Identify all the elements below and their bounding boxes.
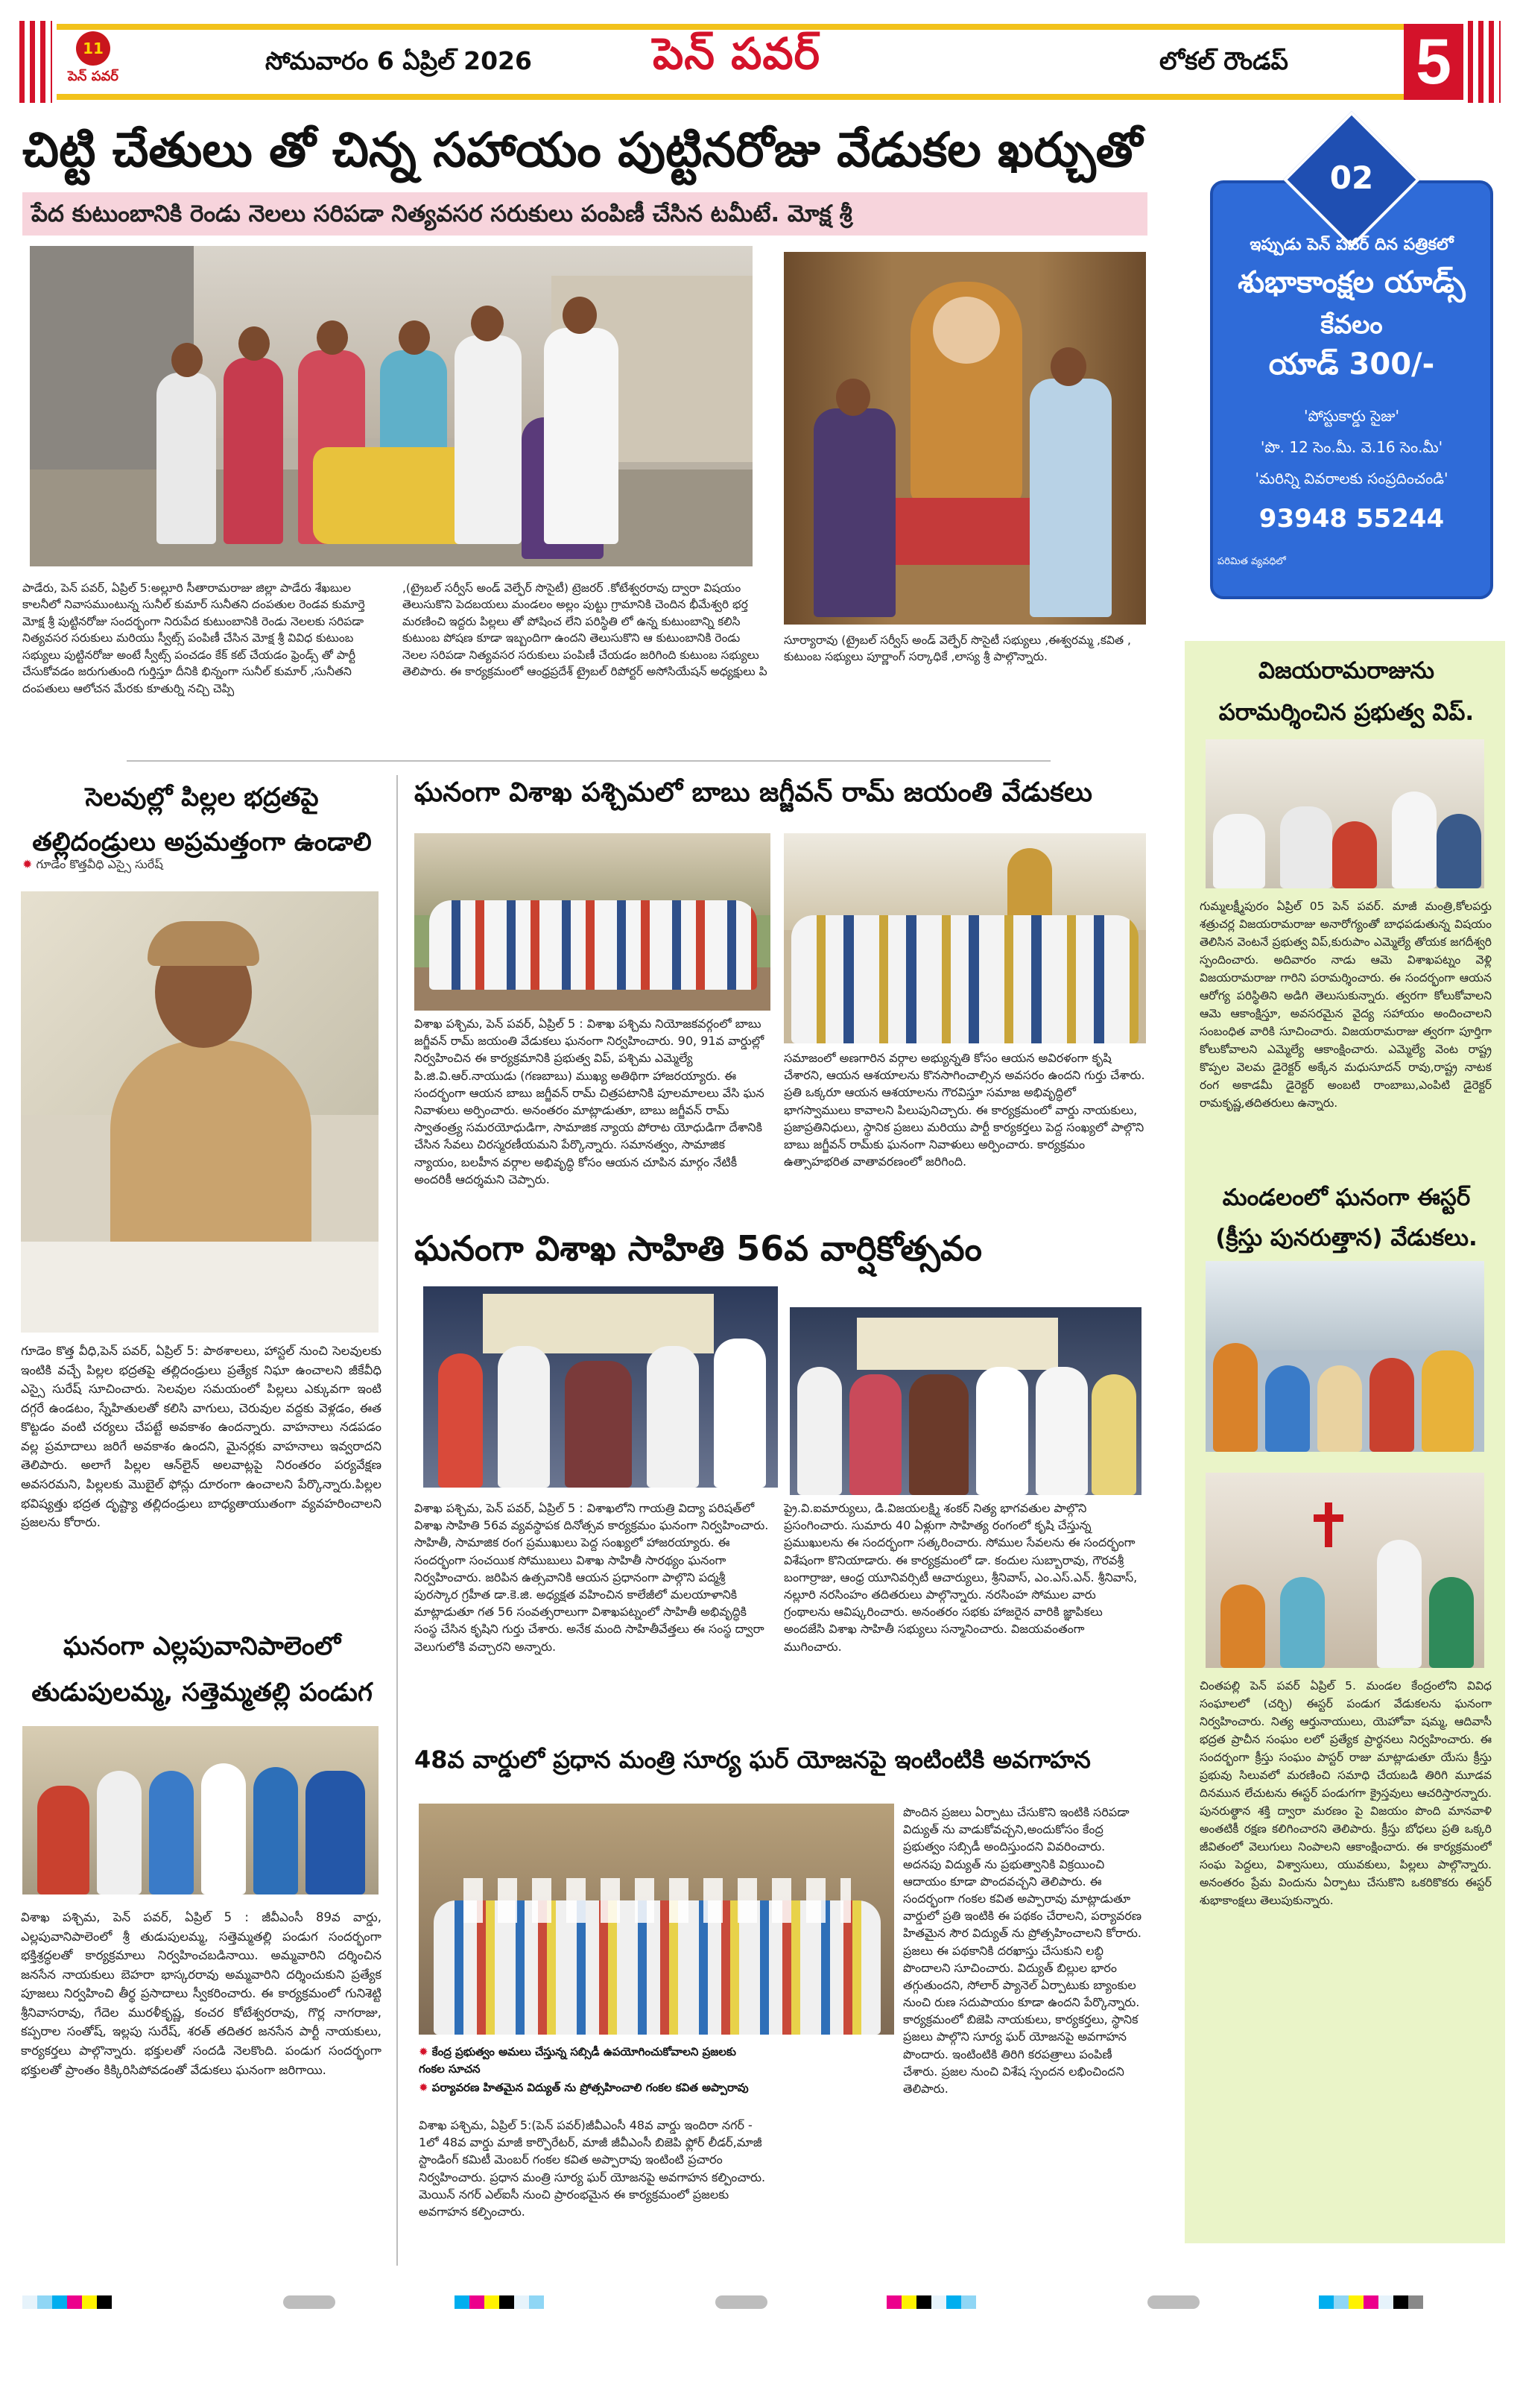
sahithi-photo-2 [790, 1307, 1141, 1495]
jagjivan-photo-1 [414, 833, 770, 1011]
ad-phone: 93948 55244 [1258, 504, 1445, 534]
police-headline: సెలవుల్లో పిల్లల భద్రతపై తల్లిదండ్రులు అప్రమత్తంగా ఉండాలి [32, 783, 372, 857]
registration-pill [1147, 2295, 1200, 2309]
paper-logo [64, 28, 122, 86]
lead-body-col2: ,(ట్రైబల్ సర్వీస్ అండ్ వెల్ఫేర్ సొసైటీ) ట్రెజరర్ .కోటేశ్వరరావు ద్వారా విషయం తెలుసుకొని పెదబయలు మండలం అల్లం పుట్టు గ్రామానికి చెందిన భీమేశ్వరి భర్త మరణించి ఇద్దరు పిల్లలు తో పోషించ లేని పరిస్థితి లో ఉన్న కుటుంబాన్ని కలిసి కుటుంబ పోషణ కూడా ఇబ్బందిగా ఉందని తెలుసుకొని ఆ కుటుంబానికి రెండు నెలల సరిపడా నిత్యవసర సరుకులు పంపిణీ చేయడం జరిగింది కుటుంబ సభ్యులు తెలిపారు. ఈ కార్యక్రమంలో ఆంధ్రప్రదేశ్ ట్రైబల్ రిపోర్టర్ అసోసియేషన్ అధ్యక్షులు పి [402, 581, 767, 679]
easter-headline: మండలంలో ఘనంగా ఈస్టర్ (క్రీస్తు పునరుత్తాన) వేడుకలు. [1215, 1184, 1478, 1251]
ad-line-7: 'మరిన్ని వివరాలకు సంప్రదించండి' [1255, 470, 1448, 487]
bullet-icon: ✹ [419, 2081, 432, 2094]
masthead-left-stripes [19, 21, 52, 103]
yellapu-headline: ఘనంగా ఎల్లపువానిపాలెంలో తుడుపులమ్మ, సత్తెమ్మతల్లి పండుగ [31, 1631, 373, 1707]
easter-photo-1 [1206, 1261, 1484, 1452]
color-registration-bar [455, 2295, 544, 2309]
registration-pill [283, 2295, 335, 2309]
divider [127, 760, 1051, 762]
lead-photo-temple [784, 252, 1146, 625]
ad-line-6: 'పొ. 12 సెం.మీ. వె.16 సెం.మీ' [1260, 438, 1443, 456]
page-number: 5 [1404, 24, 1463, 100]
police-body: గూడెం కొత్త వీధి,పెన్ పవర్, ఏప్రిల్ 5: పాఠశాలలు, హాస్టల్ నుంచి సెలవులకు ఇంటికి వచ్చే పిల్లల భద్రతపై తల్లిదండ్రులు ప్రత్యేక నిఘా ఉంచాలని జీకేవీధి ఎస్సై సురేష్ సూచించారు. సెలవుల సమయంలో పిల్లలు ఎక్కువగా ఇంటి దగ్గరే ఉండటం, స్నేహితులతో కలిసి వాగులు, చెరువుల వద్దకు వెళ్లడం, ఈత కొట్టడం వంటి చర్యలు చేపట్టే అవకాశం ఉందన్నారు. వాహనాలు నడపడం వల్ల ప్రమాదాలు జరిగే అవకాశం ఉందని, మైనర్లకు వాహనాలు ఇవ్వరాదని తెలిపారు. అలాగే పిల్లల ఆన్‌లైన్ అలవాట్లపై నిరంతరం పర్యవేక్షణ అవసరమని, పిల్లలకు మొబైల్ ఫోన్లు దూరంగా ఉంచాలని పేర్కొన్నారు.పిల్లల భవిష్యత్తు భద్రత దృష్ట్యా తల్లిదండ్రులు బాధ్యతాయుతంగా వ్యవహరించాలని ప్రజలను కోరారు. [21, 1344, 381, 1530]
lead-headline: చిట్టి చేతులు తో చిన్న సహాయం పుట్టినరోజు వేడుకల ఖర్చుతో [22, 123, 1143, 178]
column-divider [396, 775, 398, 2266]
registration-pill [715, 2295, 767, 2309]
ad-line-3: కేవలం [1320, 310, 1383, 340]
masthead [19, 21, 1501, 103]
color-registration-bar [887, 2295, 976, 2309]
suryaghar-body-col1: విశాఖ పశ్చిమ, ఏప్రిల్ 5:(పెన్ పవర్)జీవీఎంసీ 48వ వార్డు ఇందిరా నగర్ - 1లో 48వ వార్డు మాజీ కార్పొరేటర్, మాజీ జీవీఎంసీ బిజెపి ఫ్లోర్ లీడర్,మాజీ స్టాండింగ్ కమిటీ మెంబర్ గంకల కవిత అప్పారావు ఇంటింటి ప్రచారం నిర్వహించారు. ప్రధాన మంత్రి సూర్య ఘర్ యోజనపై అవగాహన కల్పించారు. మెయిన్ నగర్ ఎల్‌ఐసీ నుంచి ప్రారంభమైన ఈ కార్యక్రమంలో ప్రజలకు అవగాహన కల్పించారు. [419, 2118, 766, 2219]
greetings-ad [1210, 131, 1493, 599]
sahithi-photo-1 [423, 1286, 778, 1488]
paper-name: పెన్ పవర్ [653, 28, 821, 79]
jagjivan-photo-2 [784, 833, 1146, 1043]
color-registration-bar [22, 2295, 112, 2309]
ad-number: 02 [1329, 159, 1374, 196]
yellapu-body: విశాఖ పశ్చిమ, పెన్ పవర్, ఏప్రిల్ 5 : జీవీఎంసీ 89వ వార్డు, ఎల్లపువానిపాలెంలో శ్రీ తుడుపులమ్మ, సత్తెమ్మతల్లి పండుగ సందర్భంగా భక్తిశ్రద్ధలతో కార్యక్రమాలు నిర్వహించబడినాయి. అమ్మవారిని దర్శించిన జనసేన నాయకులు బెహరా భాస్కరరావు అమ్మవారిని దర్శించుకుని ప్రత్యేక పూజలు నిర్వహించి తీర్థ ప్రసాదాలు స్వీకరించారు. ఈ కార్యక్రమంలో గునిశెట్టి శ్రీనివాసరావు, గేదెల మురళీకృష్ణ, కంచర కోటేశ్వరరావు, గొర్ల నాగరాజు, కప్పరాల సంతోష్, ఇల్లపు సురేష్, శరత్ తదితర జనసేన పార్టీ నాయకులు, కార్యకర్తలు పాల్గొన్నారు. భక్తులతో సందడి నెలకొంది. పండుగ సందర్భంగా భక్తులతో ప్రాంతం కిక్కిరిసిపోవడంతో వేడుకలు ఘనంగా జరిగాయి. [21, 1910, 381, 2077]
section-name: లోకల్ రౌండప్ [1159, 46, 1288, 75]
vijayarama-headline: విజయరామరాజును పరామర్శించిన ప్రభుత్వ విప్. [1218, 657, 1475, 726]
easter-photo-2 [1206, 1473, 1484, 1668]
vijayarama-body: గుమ్మలక్ష్మీపురం ఏప్రిల్ 05 పెన్ పవర్. మాజీ మంత్రి,కోలపర్తు శత్రుచర్ల విజయరామరాజు అనారోగ్యంతో బాధపడుతున్న విషయం తెలిసిన వెంటనే ప్రభుత్వ విప్,కురుపాం ఎమ్మెల్యే తోయక జగదీశ్వరి స్పందించారు. అదివారం నాడు ఆమె విశాఖపట్నం వెళ్లి విజయరామరాజు గారిని పరామర్శించారు. ఈ సందర్భంగా ఆయన ఆరోగ్య పరిస్థితిని అడిగి తెలుసుకున్నారు. త్వరగా కోలుకోవాలని ఆమె ఆకాంక్షిస్తూ, అవసరమైన వైద్య సహాయం అందించాలని సంబంధిత వారికి సూచించారు. విజయరామరాజు త్వరగా పూర్తిగా కోలుకోవాలని ఎమ్మెల్యే ఆకాంక్షించారు. ఎమ్మెల్యే వెంట రాష్ట్ర కొప్పల వెలమ డైరెక్టర్ అక్కేన మధుసూదన్ రావు,రాష్ట్ర నాటక రంగ అకాడమీ డైరెక్టర్ అంబటి రాంబాబు,ఎంపిటి డైరెక్టర్ రామకృష్ణ,తదితరులు ఉన్నారు. [1200, 900, 1492, 1110]
easter-body: చింతపల్లి పెన్ పవర్ ఏప్రిల్ 5. మండల కేంద్రంలోని వివిధ సంఘాలలో (చర్చి) ఈస్టర్ పండుగ వేడుకలను ఘనంగా నిర్వహించారు. నిత్య ఆర్తునాయులు, యెహోవా షమ్మ, ఆదివాసీ భద్రత ప్రాచీన సంఘం లలో ప్రత్యేక ప్రార్థనలు నిర్వహించారు. ఈ సందర్భంగా క్రీస్తు సంఘం పాస్టర్ రాజు మాట్లాడుతూ యేసు క్రీస్తు ప్రభువు సిలువలో మరణించి సమాధి చేయబడి తిరిగి మూడవ దినమున లేచుటను ఈస్టర్ పండుగగా క్రైస్తవులు ఆచరిస్తారన్నారు. పునరుత్థాన శక్తి ద్వారా మరణం పై విజయం పొంది మానవాళి అంతటికీ రక్షణ కలిగించారని తెలిపారు. క్రీస్తు బోధలు ప్రతి ఒక్కరి జీవితంలో వెలుగులు నింపాలని ఆకాంక్షించారు. ఈ కార్యక్రమంలో సంఘ పెద్దలు, విశ్వాసులు, యువకులు, పిల్లలు పాల్గొన్నారు. అనంతరం ప్రేమ విందును ఏర్పాటు చేసుకొని ఒకరికొకరు ఈస్టర్ శుభాకాంక్షలు తెలుపుకున్నారు. [1200, 1679, 1492, 1908]
jagjivan-body-col2: సమాజంలో అణగారిన వర్గాల అభ్యున్నతి కోసం ఆయన అవిరళంగా కృషి చేశారని, ఆయన ఆశయాలను కొనసాగించాల్సిన అవసరం ఉందని గుర్తు చేశారు. ప్రతి ఒక్కరూ ఆయన ఆశయాలను గౌరవిస్తూ సమాజ అభివృద్ధిలో భాగస్వాములు కావాలని పిలుపునిచ్చారు. ఈ కార్యక్రమంలో వార్డు నాయకులు, ప్రజాప్రతినిధులు, స్థానిక ప్రజలు మరియు పార్టీ కార్యకర్తలు పెద్ద సంఖ్యలో పాల్గొని బాబు జగ్జీవన్ రామ్‌కు ఘనంగా నివాళులు అర్పించారు. కార్యక్రమం ఉత్సాహభరిత వాతావరణంలో జరిగింది. [784, 1051, 1145, 1169]
jagjivan-headline: ఘనంగా విశాఖ పశ్చిమలో బాబు జగ్జీవన్ రామ్ జయంతి వేడుకలు [414, 777, 1092, 808]
masthead-right-stripes [1468, 21, 1501, 103]
police-byline-text: గూడెం కొత్తవీధి ఎస్సై సురేష్ [36, 857, 163, 871]
sahithi-body-col1: విశాఖ పశ్చిమ, పెన్ పవర్, ఏప్రిల్ 5 : విశాఖలోని గాయత్రి విద్యా పరిషత్‌లో విశాఖ సాహితి 56వ వ్యవస్థాపక దినోత్సవ కార్యక్రమం ఘనంగా నిర్వహించారు. సాహితీ, సామాజిక రంగ ప్రముఖులు పెద్ద సంఖ్యలో హాజరయ్యారు. ఈ సందర్భంగా సంచయిక సోముబులు విశాఖ సాహితీ సారథ్యం ఘనంగా నిర్వహించారు. జరిపిన ఉత్సవానికి ఆయన ప్రధానంగా పాల్గొని పద్మశ్రీ పురస్కార గ్రహీత డా.కె.జి. అధ్యక్షత వహించిన కాలేజీలో మలయాళానికి మాట్లాడుతూ గత 56 సంవత్సరాలుగా విశాఖపట్నంలో సాహితీ అభివృద్ధికి సంస్థ చేసిన కృషిని గుర్తు చేశారు. అనేక మంది సాహితీవేత్తలు ఈ సంస్థ ద్వారా వెలుగులోకి వచ్చారని అన్నారు. [414, 1501, 769, 1654]
sahithi-headline: ఘనంగా విశాఖ సాహితి 56వ వార్షికోత్సవం [414, 1228, 982, 1268]
sahithi-body-col2: ప్రై.వి.ఐమార్యులు, డి.విజయలక్ష్మి శంకర్ నిత్య భాగవతుల పాల్గొని ప్రసంగించారు. సుమారు 40 ఏళ్లుగా సాహిత్య రంగంలో కృషి చేస్తున్న ప్రముఖులను ఈ సందర్భంగా సత్కరించారు. సోముల సేవలను ఈ సందర్భంగా విశేషంగా కొనియాడారు. ఈ కార్యక్రమంలో డా. కందుల సుబ్బారావు, గౌరవశ్రీ బంగార్రాజు, ఆంధ్ర యూనివర్సిటీ ఆచార్యులు, శ్రీనివాస్, ఎం.ఎస్.ఎన్. శ్రీనివాస్, నల్లూరి నరసింహం తదితరులు పాల్గొన్నారు. నరసింహ సోముల వారు గ్రంథాలను ఆవిష్కరించారు. అనంతరం సభకు హాజరైన వారికి జ్ఞాపికలు అందజేసి విశాఖ సాహితీ సభ్యులు సన్మానించారు. విజయవంతంగా ముగించారు. [784, 1501, 1138, 1654]
suryaghar-photo [419, 1804, 894, 2035]
suryaghar-body-col2: పొందిన ప్రజలు ఏర్పాటు చేసుకొని ఇంటికి సరిపడా విద్యుత్ ను వాడుకోవచ్చని,అందుకోసం కేంద్ర ప్రభుత్వం సబ్సిడీ అందిస్తుందని వివరించారు. అదనపు విద్యుత్ ను ప్రభుత్వానికి విక్రయించి ఆదాయం కూడా పొందవచ్చని తెలిపారు. ఈ సందర్భంగా గంకల కవిత అప్పారావు మాట్లాడుతూ వార్డులో ప్రతి ఇంటికి ఈ పథకం చేరాలని, పర్యావరణ హితమైన సౌర విద్యుత్ ను ప్రోత్సహించాలని కోరారు. ప్రజలు ఈ పథకానికి దరఖాస్తు చేసుకుని లబ్ధి పొందాలని సూచించారు. విద్యుత్ బిల్లుల భారం తగ్గుతుందని, సోలార్ ప్యానెల్ ఏర్పాటుకు బ్యాంకుల నుంచి రుణ సదుపాయం కూడా ఉందని పేర్కొన్నారు. కార్యక్రమంలో బిజెపి నాయకులు, కార్యకర్తలు, స్థానిక ప్రజలు పాల్గొని సూర్య ఘర్ యోజనపై అవగాహన పొందారు. ఇంటింటికి తిరిగి కరపత్రాలు పంపిణీ చేశారు. ప్రజల నుంచి విశేష స్పందన లభించిందని తెలిపారు. [903, 1805, 1142, 2096]
ad-line-5: 'పోస్టుకార్డు సైజు' [1304, 407, 1399, 425]
police-byline [22, 857, 387, 874]
vijayarama-photo [1206, 739, 1484, 888]
color-registration-bar [1319, 2295, 1423, 2309]
suryaghar-headline: 48వ వార్డులో ప్రధాన మంత్రి సూర్య ఘర్ యోజనపై ఇంటింటికి అవగాహన [414, 1745, 1091, 1774]
police-photo [21, 891, 379, 1333]
ad-line-2: శుభాకాంక్షల యాడ్స్ [1238, 265, 1466, 300]
lead-photo-family [30, 246, 753, 566]
bullet-icon: ✹ [419, 2045, 432, 2058]
jagjivan-body-col1: విశాఖ పశ్చిమ, పెన్ పవర్, ఏప్రిల్ 5 : విశాఖ పశ్చిమ నియోజకవర్గంలో బాబు జగ్జీవన్ రామ్ జయంతి వేడుకలు ఘనంగా నిర్వహించారు. 90, 91వ వార్డుల్లో నిర్వహించిన ఈ కార్యక్రమానికి ప్రభుత్వ విప్, పశ్చిమ ఎమ్మెల్యే పి.జి.వి.ఆర్.నాయుడు (గణబాబు) ముఖ్య అతిథిగా హాజరయ్యారు. ఈ సందర్భంగా ఆయన బాబు జగ్జీవన్ రామ్ చిత్రపటానికి పూలమాలలు వేసి ఘన నివాళులు అర్పించారు. అనంతరం మాట్లాడుతూ, బాబు జగ్జీవన్ రామ్ స్వాతంత్ర్య సమరయోధుడిగా, సామాజిక న్యాయ పోరాట యోధుడిగా దేశానికి చేసిన సేవలు చిరస్మరణీయమని పేర్కొన్నారు. సమానత్వం, సామాజిక న్యాయం, బలహీన వర్గాల అభివృద్ధి కోసం ఆయన చూపిన మార్గం నేటికీ అందరికీ ఆదర్శమని చెప్పారు. [414, 1017, 764, 1186]
lead-photo-caption: సూర్యారావు (ట్రైబల్ సర్వీస్ అండ్ వెల్ఫేర్ సొసైటీ సభ్యులు ,ఈశ్వరమ్మ ,కవిత , కుటుంబ సభ్యులు పూర్ణాంగ్ సర్కాధికే ,లాస్య శ్రీ పాల్గొన్నారు. [784, 633, 1131, 664]
suryaghar-bullet-2-text: పర్యావరణ హితమైన విద్యుత్ ను ప్రోత్సహించాలి గంకల కవిత అప్పారావు [431, 2081, 749, 2094]
lead-body-col1: పాడేరు, పెన్ పవర్, ఏప్రిల్ 5:అల్లూరి సీతారామరాజు జిల్లా పాడేరు శేఖబుల కాలనీలో నివాసముంటున్న సునీల్ కుమార్ సునీతని దంపతుల రెండవ కుమార్తె మోక్ష శ్రీ పుట్టినరోజు సందర్భంగా నిరుపేద కుటుంబానికి రెండు నెలలకు సరిపడా నిత్యవసర సరుకులు మరియు స్వీట్స్ పంపిణీ చేసిన మోక్ష శ్రీ వివిధ కుటుంబ సభ్యులు పుట్టినరోజు అంటే స్వీట్స్ పంచడం కేక్ కట్ చేయడం ఫ్రెండ్స్ తో పార్టీ చేసుకోవడం జరుగుతుంది గుర్తిస్తూ దీనికి భిన్నంగా సునీల్ కుమార్ ,సునీతని దంపతులు ఆలోచన మేరకు కూతుర్ని నచ్చి చెప్పి [22, 581, 365, 695]
logo-number: 11 [76, 31, 110, 66]
ad-line-1: ఇప్పుడు పెన్ పవర్ దిన పత్రికలో [1250, 236, 1454, 254]
issue-date: సోమవారం 6 ఏప్రిల్ 2026 [265, 46, 532, 75]
logo-label: పెన్ పవర్ [68, 69, 118, 84]
suryaghar-bullet-1 [419, 2044, 761, 2077]
suryaghar-bullet-2 [419, 2079, 761, 2096]
suryaghar-bullet-1-text: కేంద్ర ప్రభుత్వం అమలు చేస్తున్న సబ్సిడీ ఉపయోగించుకోవాలని ప్రజలకు గంకల సూచన [419, 2045, 736, 2076]
yellapu-photo [22, 1726, 379, 1895]
lead-subhead: పేద కుటుంబానికి రెండు నెలలు సరిపడా నిత్యవసర సరుకులు పంపిణీ చేసిన టమీటే. మోక్ష శ్రీ [22, 192, 1147, 236]
ad-line-4: యాడ్ 300/- [1268, 347, 1435, 382]
bullet-icon: ✹ [22, 857, 37, 871]
ad-footer: పరిమిత వ్యవధిలో [1217, 556, 1286, 567]
